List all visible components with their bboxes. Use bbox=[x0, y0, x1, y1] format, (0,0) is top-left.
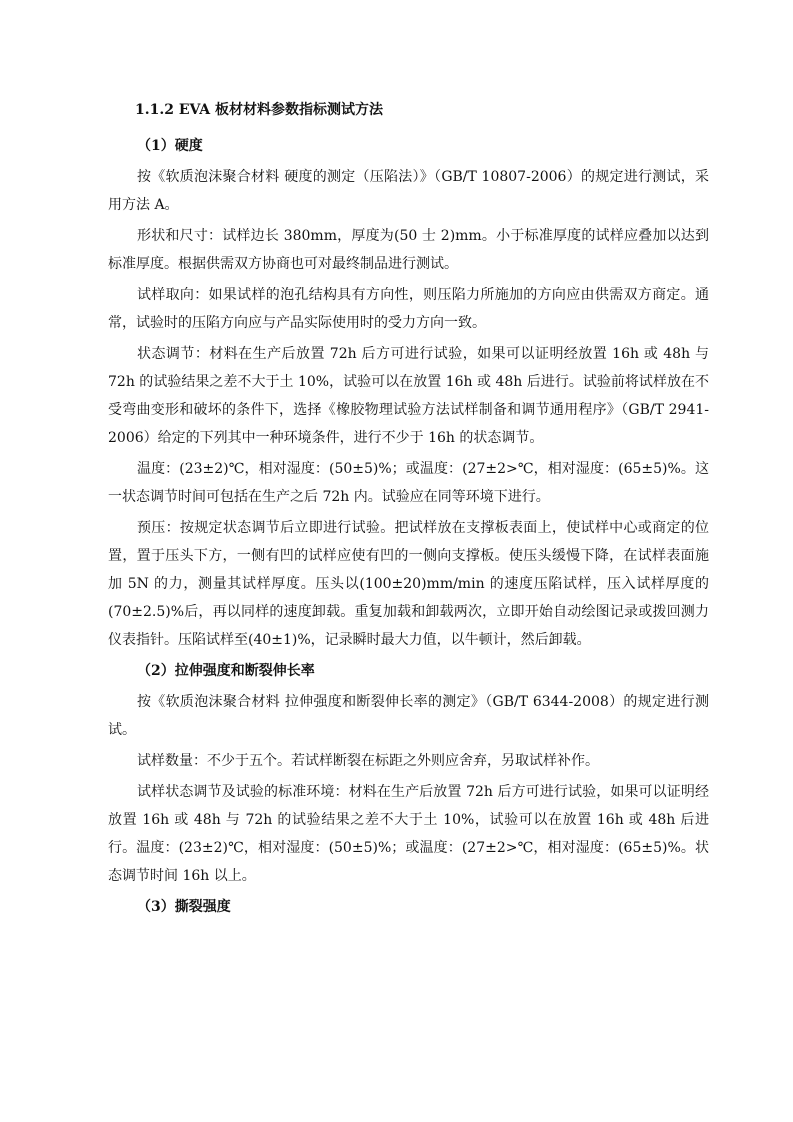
paragraph: 温度：(23±2)℃，相对湿度：(50±5)%；或温度：(27±2>℃，相对湿度：(65±5)%。这一状态调节时间可包括在生产之后 72h 内。试验应在同等环境下进行。 bbox=[108, 461, 709, 505]
paragraph: 试样状态调节及试验的标准环境：材料在生产后放置 72h 后方可进行试验，如果可以证明经放置 16h 或 48h 与 72h 的试验结果之差不大于土 10%，试验可以在放置 16h 或 48h 后进行。温度：(23±2)℃，相对湿度：(50±5)%；或温度：(27±2>℃，相对湿度：(65±5)%。状态调节时间 16h 以上。 bbox=[108, 784, 709, 884]
paragraph: 形状和尺寸：试样边长 380mm，厚度为(50 士 2)mm。小于标准厚度的试样应叠加以达到标准厚度。根据供需双方协商也可对最终制品进行测试。 bbox=[108, 228, 709, 272]
document-page bbox=[108, 96, 709, 924]
section-title: 1.1.2 EVA 板材材料参数指标测试方法 bbox=[135, 102, 384, 118]
paragraph: 按《软质泡沫聚合材料 拉伸强度和断裂伸长率的测定》（GB/T 6344-2008）的规定进行测试。 bbox=[108, 694, 709, 738]
paragraph: 试样数量：不少于五个。若试样断裂在标距之外则应舍弃，另取试样补作。 bbox=[137, 753, 599, 769]
paragraph: 状态调节：材料在生产后放置 72h 后方可进行试验，如果可以证明经放置 16h 或 48h 与 72h 的试验结果之差不大于土 10%，试验可以在放置 16h 或 48h 后进行。试验前将试样放在不受弯曲变形和破坏的条件下，选择《橡胶物理试验方法试样制备和调节通用程序》（GB/T 2941-2006）给定的下列其中一种环境条件，进行不少于 16h 的状态调节。 bbox=[108, 346, 709, 446]
subsection-heading-tensile: （2）拉伸强度和断裂伸长率 bbox=[137, 663, 315, 679]
paragraph: 按《软质泡沫聚合材料 硬度的测定（压陷法）》（GB/T 10807-2006）的规定进行测试，采用方法 A。 bbox=[108, 169, 709, 213]
subsection-heading-hardness: （1）硬度 bbox=[137, 138, 203, 154]
paragraph: 试样取向：如果试样的泡孔结构具有方向性，则压陷力所施加的方向应由供需双方商定。通常，试验时的压陷方向应与产品实际使用时的受力方向一致。 bbox=[108, 287, 709, 331]
paragraph: 预压：按规定状态调节后立即进行试验。把试样放在支撑板表面上，使试样中心或商定的位置，置于压头下方，一侧有凹的试样应使有凹的一侧向支撑板。使压头缓慢下降，在试样表面施加 5N 的力，测量其试样厚度。压头以(100±20)mm/min 的速度压陷试样，压入试样厚度的(70±2.5)%后，再以同样的速度卸载。重复加载和卸载两次，立即开始自动绘图记录或拨回测力仪表指针。压陷试样至(40±1)%，记录瞬时最大力值，以牛顿计，然后卸载。 bbox=[108, 520, 709, 648]
subsection-heading-tear: （3）撕裂强度 bbox=[137, 899, 231, 915]
